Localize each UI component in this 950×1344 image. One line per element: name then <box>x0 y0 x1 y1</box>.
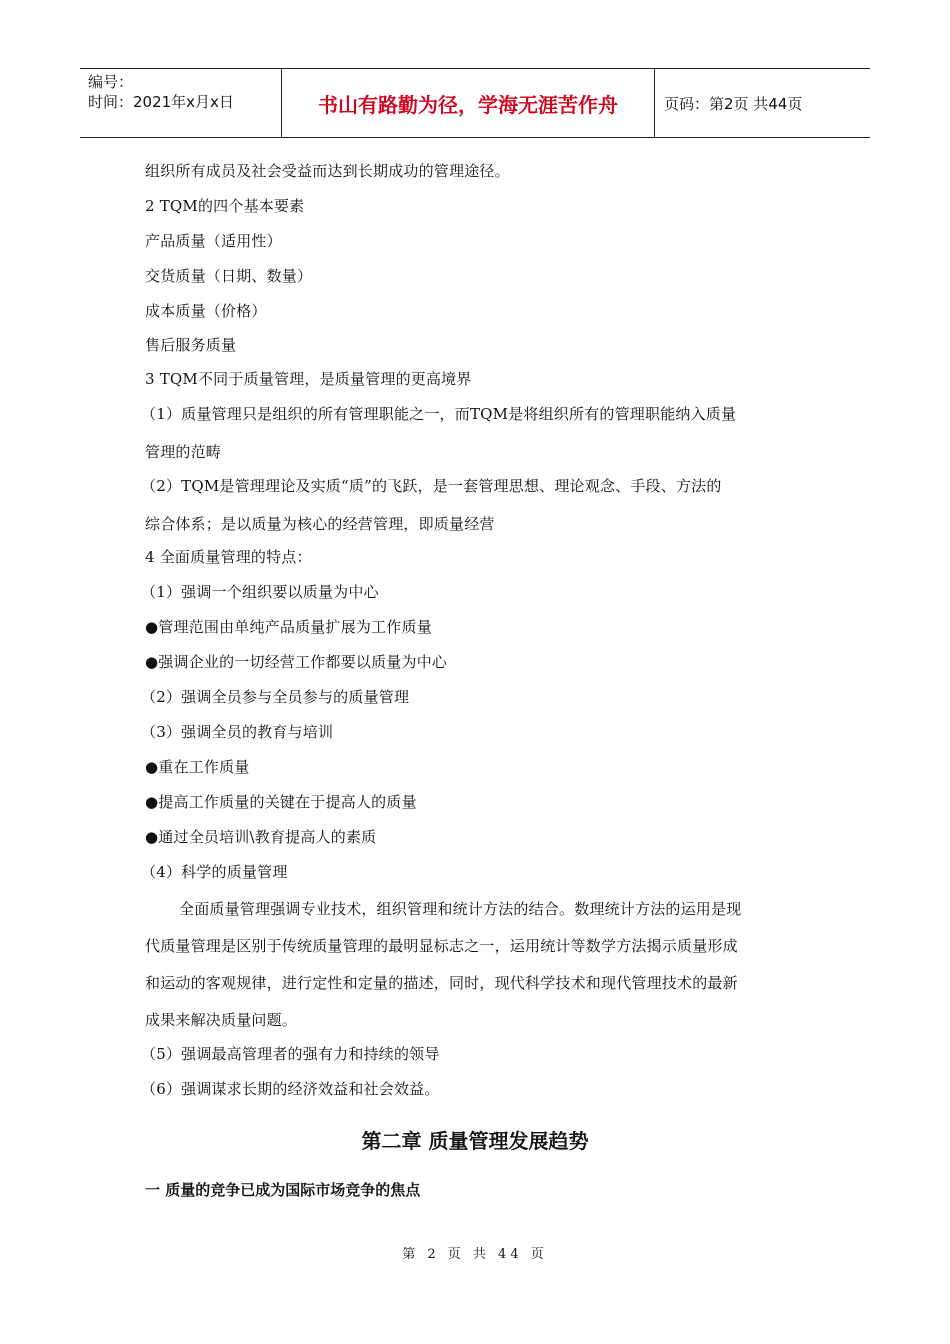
document-number-label: 编号： <box>88 73 134 91</box>
body-line: 售后服务质量 <box>145 336 237 354</box>
section-heading: 2 TQM的四个基本要素 <box>145 197 305 215</box>
bullet-item: ●管理范围由单纯产品质量扩展为工作质量 <box>145 618 432 636</box>
body-line: （4）科学的质量管理 <box>141 863 288 881</box>
bullet-item: ●通过全员培训\教育提高人的素质 <box>145 828 377 846</box>
section-title: 一 质量的竞争已成为国际市场竞争的焦点 <box>145 1181 421 1199</box>
body-line: 管理的范畴 <box>145 443 222 461</box>
paragraph-line: 和运动的客观规律，进行定性和定量的描述，同时，现代科学技术和现代管理技术的最新 <box>145 974 738 992</box>
body-line: 组织所有成员及社会受益而达到长期成功的管理途径。 <box>145 162 510 180</box>
body-line: 产品质量（适用性） <box>145 232 282 250</box>
paragraph-line: 代质量管理是区别于传统质量管理的最明显标志之一，运用统计等数学方法揭示质量形成 <box>145 937 738 955</box>
page-footer: 第 2 页 共 44 页 <box>402 1247 548 1262</box>
bullet-item: ●提高工作质量的关键在于提高人的质量 <box>145 793 417 811</box>
bullet-item: ●重在工作质量 <box>145 758 250 776</box>
body-line: 成本质量（价格） <box>145 302 267 320</box>
body-line: （1）质量管理只是组织的所有管理职能之一，而TQM是将组织所有的管理职能纳入质量 <box>141 405 737 423</box>
paragraph-line: 全面质量管理强调专业技术，组织管理和统计方法的结合。数理统计方法的运用是现 <box>179 900 742 918</box>
document-header <box>80 68 870 138</box>
body-line: 交货质量（日期、数量） <box>145 267 313 285</box>
chapter-title: 第二章 质量管理发展趋势 <box>361 1129 589 1153</box>
body-line: （2）强调全员参与全员参与的质量管理 <box>141 688 410 706</box>
header-page-cell <box>655 69 870 137</box>
body-line: （6）强调谋求长期的经济效益和社会效益。 <box>141 1080 440 1098</box>
body-line: （3）强调全员的教育与培训 <box>141 723 334 741</box>
document-time-label: 时间：2021年x月x日 <box>88 93 234 111</box>
header-page-info: 页码：第2页 共44页 <box>664 95 803 113</box>
body-line: （2）TQM是管理理论及实质“质”的飞跃，是一套管理思想、理论观念、手段、方法的 <box>141 477 722 495</box>
header-motto-cell <box>282 69 655 137</box>
paragraph-line: 成果来解决质量问题。 <box>145 1011 298 1029</box>
body-line: 综合体系；是以质量为核心的经营管理，即质量经营 <box>145 515 495 533</box>
body-line: （5）强调最高管理者的强有力和持续的领导 <box>141 1045 440 1063</box>
header-meta-cell <box>80 69 282 137</box>
header-motto: 书山有路勤为径，学海无涯苦作舟 <box>318 93 618 117</box>
section-heading: 3 TQM不同于质量管理，是质量管理的更高境界 <box>145 370 472 388</box>
bullet-item: ●强调企业的一切经营工作都要以质量为中心 <box>145 653 448 671</box>
body-line: （1）强调一个组织要以质量为中心 <box>141 583 379 601</box>
section-heading: 4 全面质量管理的特点： <box>145 548 312 566</box>
